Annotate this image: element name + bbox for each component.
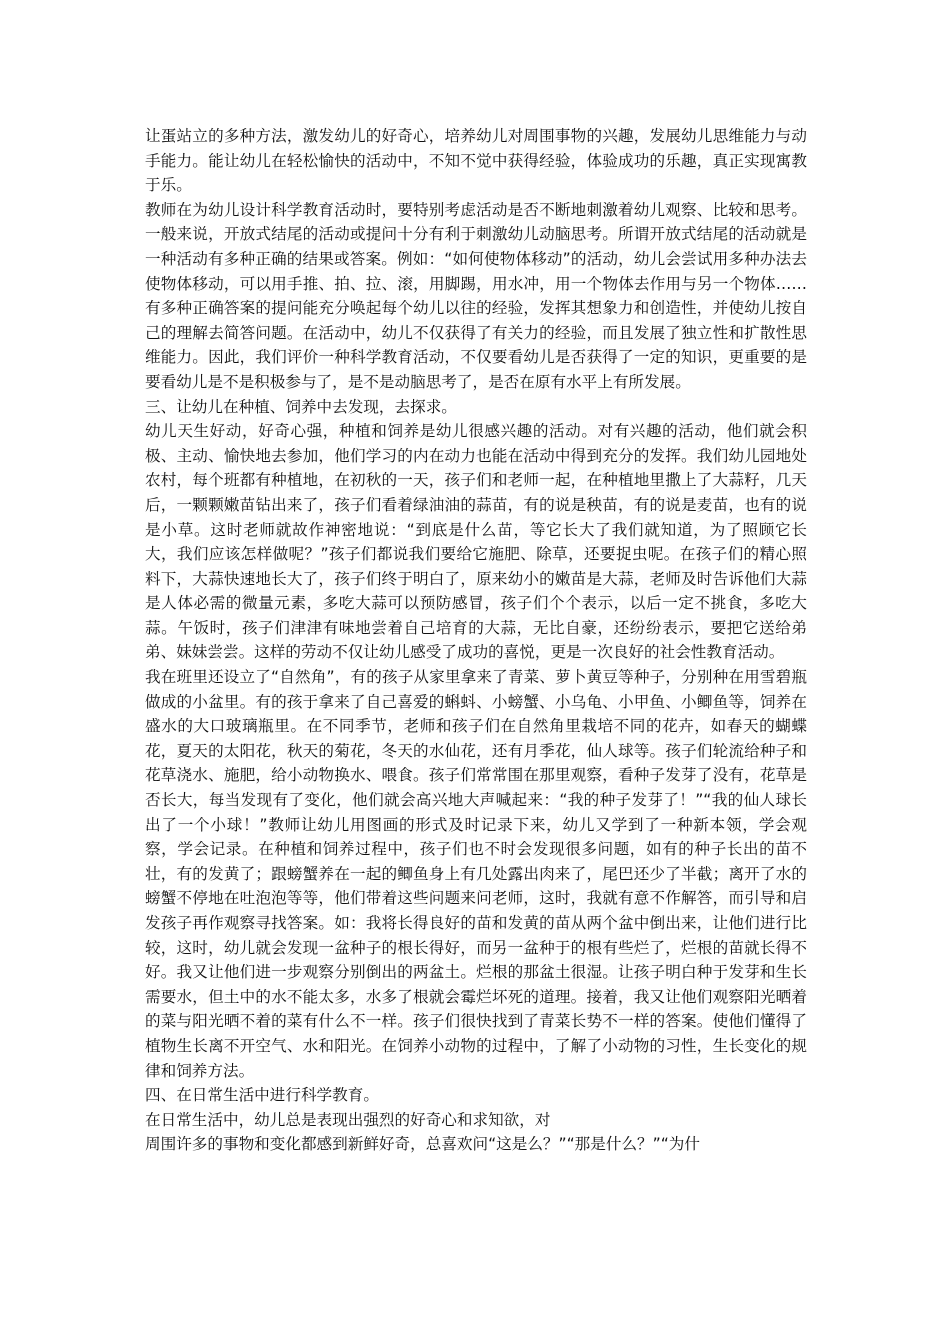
section-heading-daily-life: 四、在日常生活中进行科学教育。 [145, 1086, 379, 1105]
paragraph-daily-life-intro: 在日常生活中，幼儿总是表现出强烈的好奇心和求知欲，对 [145, 1110, 551, 1129]
paragraph-daily-life-questions: 周围许多的事物和变化都感到新鲜好奇，总喜欢问“这是么？”“那是什么？”“为什 [145, 1135, 700, 1154]
document-body [145, 124, 807, 1157]
paragraph-open-ended-activities: 教师在为幼儿设计科学教育活动时，要特别考虑活动是否不断地刺激着幼儿观察、比较和思考。一般来说，开放式结尾的活动或提问十分有利于刺激幼儿动脑思考。所谓开放式结尾的活动就是一种活动有多种正确的结果或答案。例如：“如何使物体移动”的活动，幼儿会尝试用多种办法去使物体移动，可以用手推、拍、拉、滚，用脚踢，用水冲，用一个物体去作用与另一个物体……有多种正确答案的提问能充分唤起每个幼儿以往的经验，发挥其想象力和创造性，并使幼儿按自己的理解去简答问题。在活动中，幼儿不仅获得了有关力的经验，而且发展了独立性和扩散性思维能力。因此，我们评价一种科学教育活动，不仅要看幼儿是否获得了一定的知识，更重要的是要看幼儿是不是积极参与了，是不是动脑思考了，是否在原有水平上有所发展。 [145, 200, 807, 391]
paragraph-garlic-planting: 幼儿天生好动，好奇心强，种植和饲养是幼儿很感兴趣的活动。对有兴趣的活动，他们就会积极、主动、愉快地去参加，他们学习的内在动力也能在活动中得到充分的发挥。我们幼儿园地处农村，每个班都有种植地，在初秋的一天，孩子们和老师一起，在种植地里撒上了大蒜籽，几天后，一颗颗嫩苗钻出来了，孩子们看着绿油油的蒜苗，有的说是秧苗，有的说是麦苗，也有的说是小草。这时老师就故作神密地说：“到底是什么苗，等它长大了我们就知道，为了照顾它长大，我们应该怎样做呢？”孩子们都说我们要给它施肥、除草，还要捉虫呢。在孩子们的精心照料下，大蒜快速地长大了，孩子们终于明白了，原来幼小的嫩苗是大蒜，老师及时告诉他们大蒜是人体必需的微量元素，多吃大蒜可以预防感冒，孩子们个个表示，以后一定不挑食，多吃大蒜。午饭时，孩子们津津有味地尝着自己培育的大蒜，无比自豪，还纷纷表示，要把它送给弟弟、妹妹尝尝。这样的劳动不仅让幼儿感受了成功的喜悦，更是一次良好的社会性教育活动。 [145, 422, 807, 662]
section-heading-planting-raising: 三、让幼儿在种植、饲养中去发现，去探求。 [145, 397, 457, 416]
paragraph-egg-standing-conclusion: 让蛋站立的多种方法，激发幼儿的好奇心，培养幼儿对周围事物的兴趣，发展幼儿思维能力与动手能力。能让幼儿在轻松愉快的活动中，不知不觉中获得经验，体验成功的乐趣，真正实现寓教于乐。 [145, 127, 807, 195]
paragraph-nature-corner: 我在班里还设立了“自然角”，有的孩子从家里拿来了青菜、萝卜黄豆等种子，分别种在用雪碧瓶做成的小盆里。有的孩于拿来了自己喜爱的蝌蚪、小螃蟹、小乌龟、小甲鱼、小鲫鱼等，饲养在盛水的大口玻璃瓶里。在不同季节，老师和孩子们在自然角里栽培不同的花卉，如春天的蝴蝶花，夏天的太阳花，秋天的菊花，冬天的水仙花，还有月季花，仙人球等。孩子们轮流给种子和花草浇水、施肥，给小动物换水、喂食。孩子们常常围在那里观察，看种子发芽了没有，花草是否长大，每当发现有了变化，他们就会高兴地大声喊起来：“我的种子发芽了！”“我的仙人球长出了一个小球！”教师让幼儿用图画的形式及时记录下来，幼儿又学到了一种新本领，学会观察，学会记录。在种植和饲养过程中，孩子们也不时会发现很多问题，如有的种子长出的苗不壮，有的发黄了；跟螃蟹养在一起的鲫鱼身上有几处露出肉来了，尾巴还少了半截；离开了水的螃蟹不停地在吐泡泡等等，他们带着这些问题来问老师，这时，我就有意不作解答，而引导和启发孩子再作观察寻找答案。如：我将长得良好的苗和发黄的苗从两个盆中倒出来，让他们进行比较，这时，幼儿就会发现一盆种子的根长得好，而另一盆种于的根有些烂了，烂根的苗就长得不好。我又让他们进一步观察分别倒出的两盆土。烂根的那盆土很湿。让孩子明白种于发芽和生长需要水，但土中的水不能太多，水多了根就会霉烂坏死的道理。接着，我又让他们观察阳光晒着的菜与阳光晒不着的菜有什么不一样。孩子们很快找到了青菜长势不一样的答案。使他们懂得了植物生长离不开空气、水和阳光。在饲养小动物的过程中，了解了小动物的习性，生长变化的规律和饲养方法。 [145, 668, 807, 1080]
